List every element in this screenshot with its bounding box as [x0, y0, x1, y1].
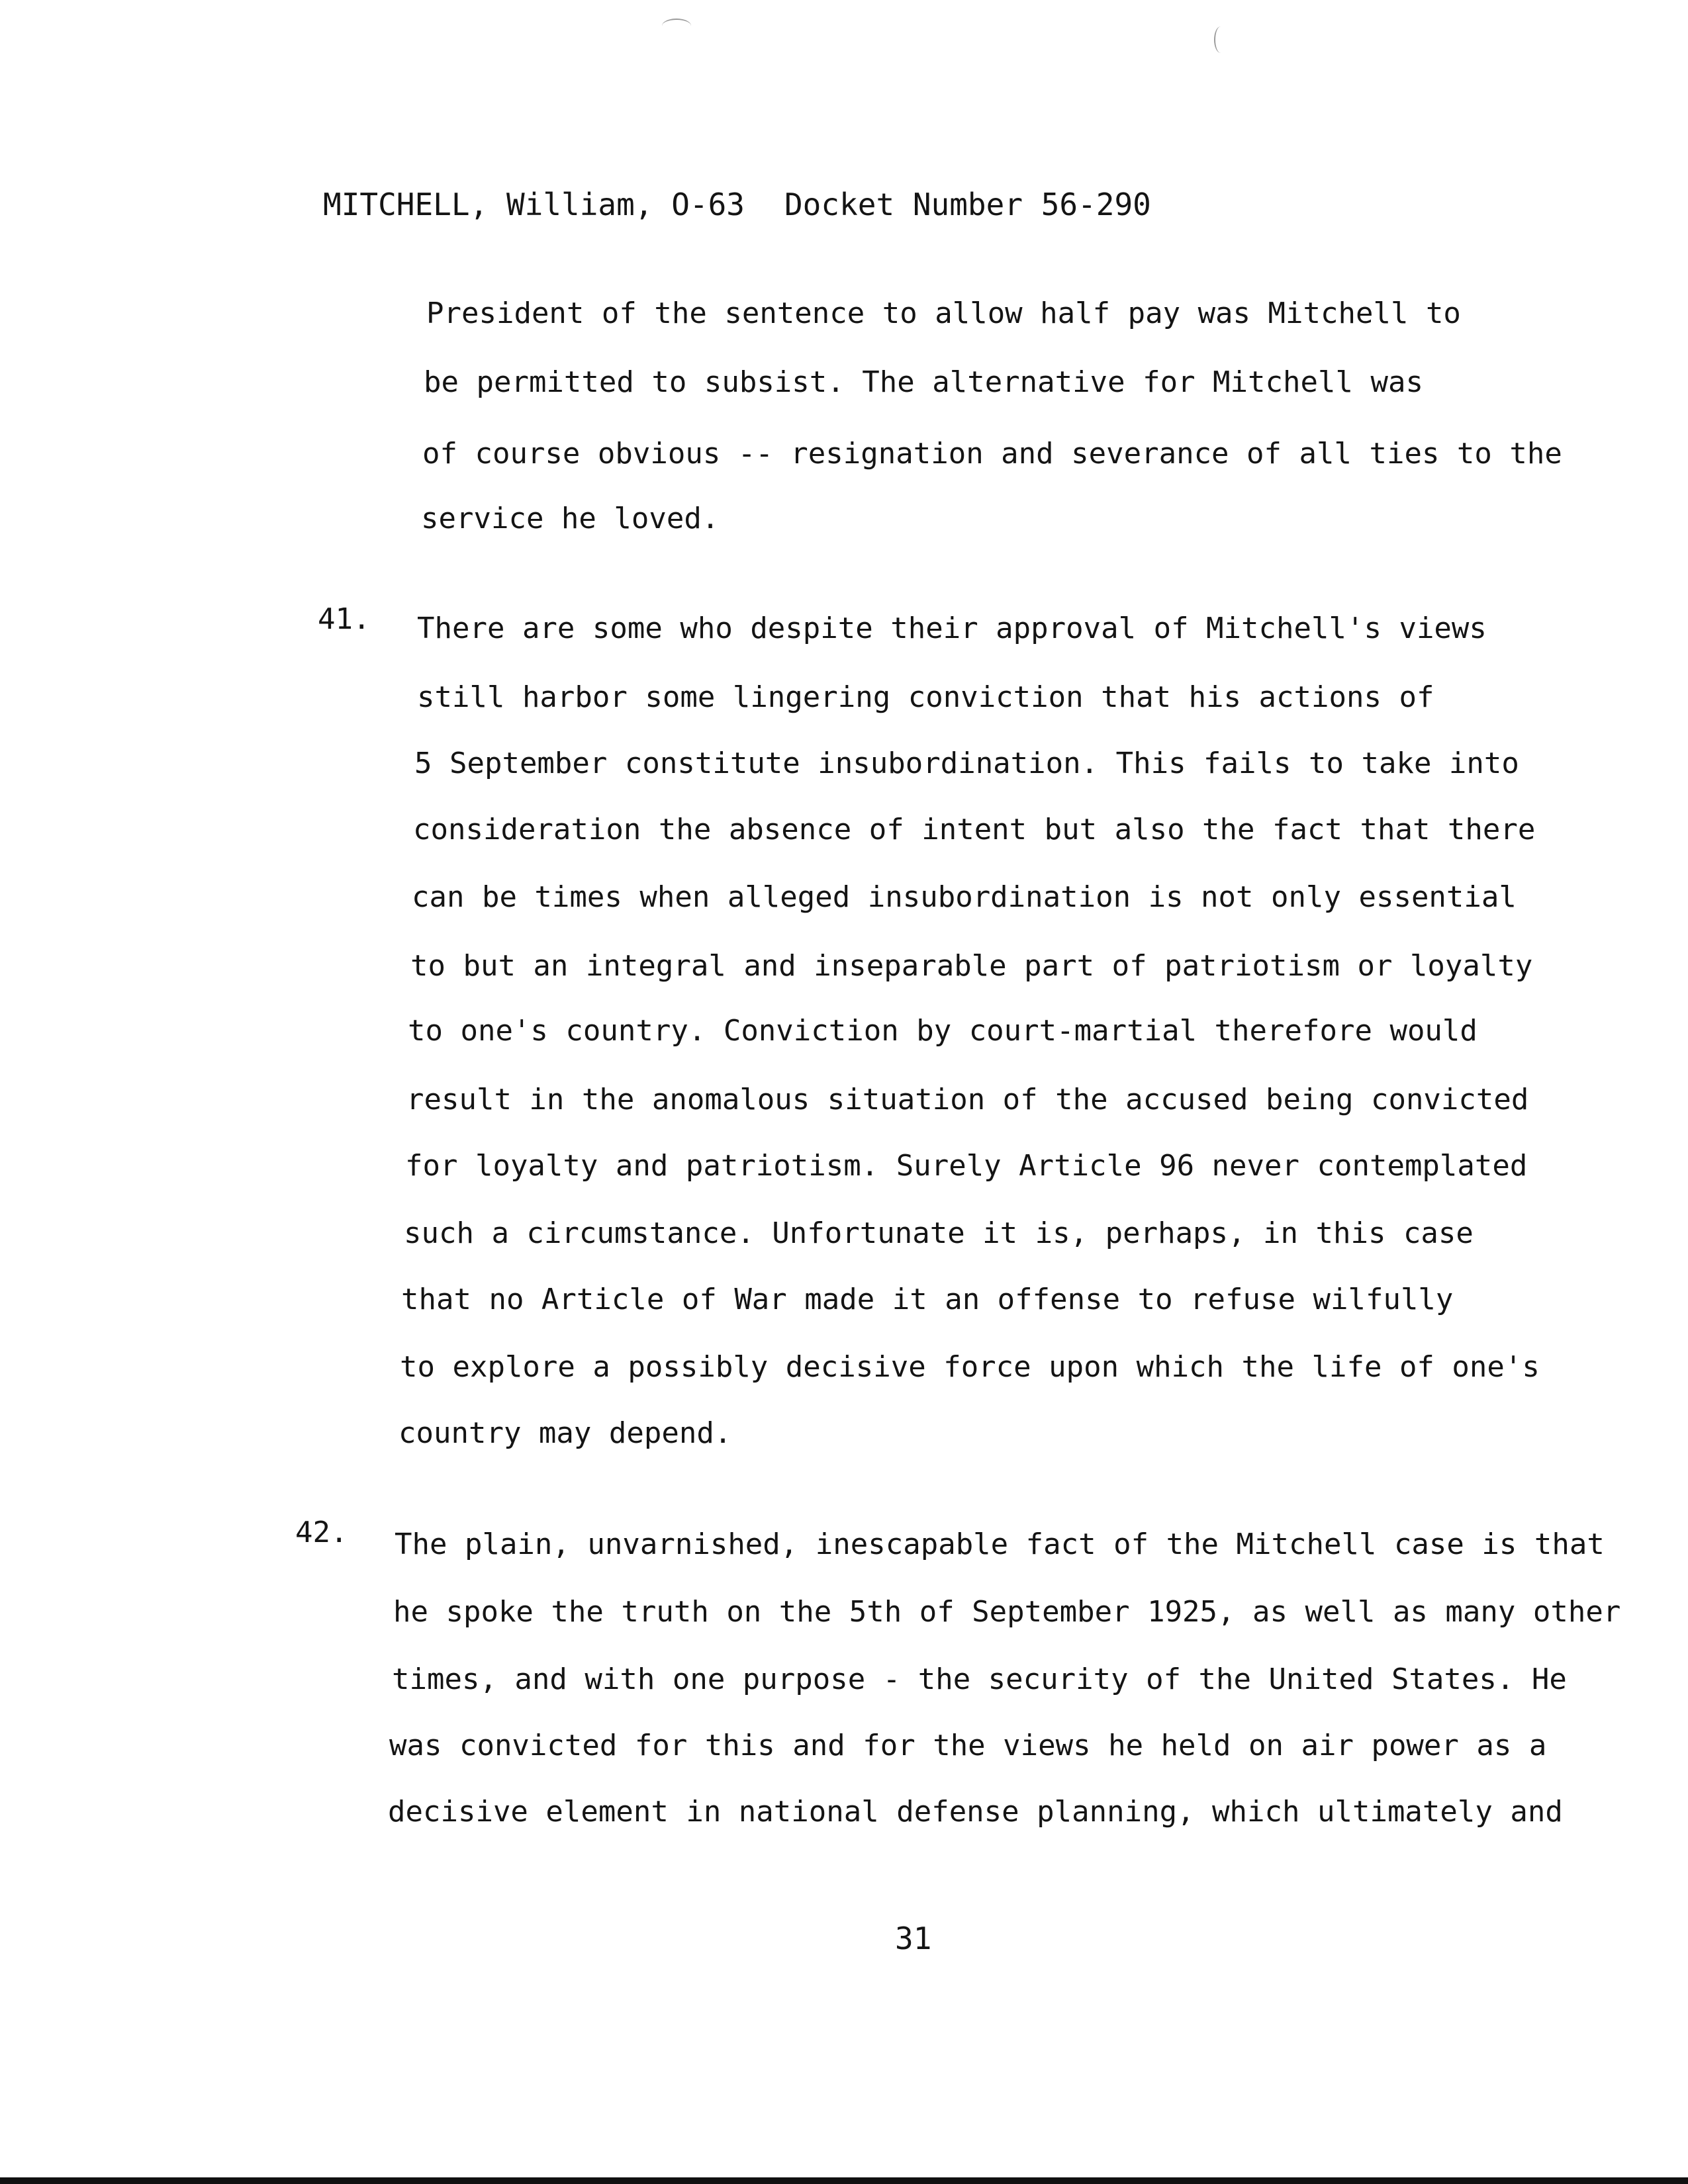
text-line: 5 September constitute insubordination. This fails to take into [414, 747, 1519, 780]
text-line: President of the sentence to allow half pay was Mitchell to [426, 296, 1461, 330]
text-line: such a circumstance. Unfortunate it is, perhaps, in this case [404, 1216, 1474, 1250]
scan-mark-left [662, 19, 691, 33]
text-line: decisive element in national defense planning, which ultimately and [388, 1795, 1563, 1829]
text-line: The plain, unvarnished, inescapable fact of the Mitchell case is that [395, 1527, 1605, 1561]
text-line: was convicted for this and for the views he held on air power as a [389, 1729, 1547, 1762]
header-docket: Docket Number 56-290 [784, 187, 1151, 222]
text-line: country may depend. [399, 1416, 732, 1450]
text-line: service he loved. [421, 502, 720, 535]
paragraph-number: 42. [295, 1516, 348, 1549]
document-header [323, 187, 1151, 222]
scan-mark-right [1214, 26, 1227, 53]
text-line: times, and with one purpose - the security of the United States. He [392, 1662, 1567, 1696]
text-line: to one's country. Conviction by court-martial therefore would [408, 1014, 1477, 1048]
text-line: still harbor some lingering conviction that his actions of [417, 680, 1434, 714]
page-number: 31 [895, 1921, 932, 1956]
text-line: result in the anomalous situation of the accused being convicted [406, 1083, 1529, 1116]
text-line: for loyalty and patriotism. Surely Article 96 never contemplated [405, 1149, 1528, 1183]
text-line: he spoke the truth on the 5th of September 1925, as well as many other [393, 1595, 1621, 1629]
text-line: to explore a possibly decisive force upon which the life of one's [400, 1350, 1540, 1384]
scan-bottom-edge [0, 2177, 1688, 2184]
text-line: consideration the absence of intent but also the fact that there [413, 813, 1536, 846]
paragraph-number: 41. [318, 602, 371, 636]
text-line: that no Article of War made it an offense to refuse wilfully [401, 1283, 1454, 1316]
text-line: be permitted to subsist. The alternative for Mitchell was [424, 365, 1423, 399]
text-line: There are some who despite their approval of Mitchell's views [417, 612, 1487, 645]
header-name: MITCHELL, William, O-63 [323, 187, 745, 222]
text-line: to but an integral and inseparable part of patriotism or loyalty [410, 949, 1533, 983]
text-line: can be times when alleged insubordination is not only essential [412, 880, 1517, 914]
text-line: of course obvious -- resignation and severance of all ties to the [422, 437, 1562, 471]
